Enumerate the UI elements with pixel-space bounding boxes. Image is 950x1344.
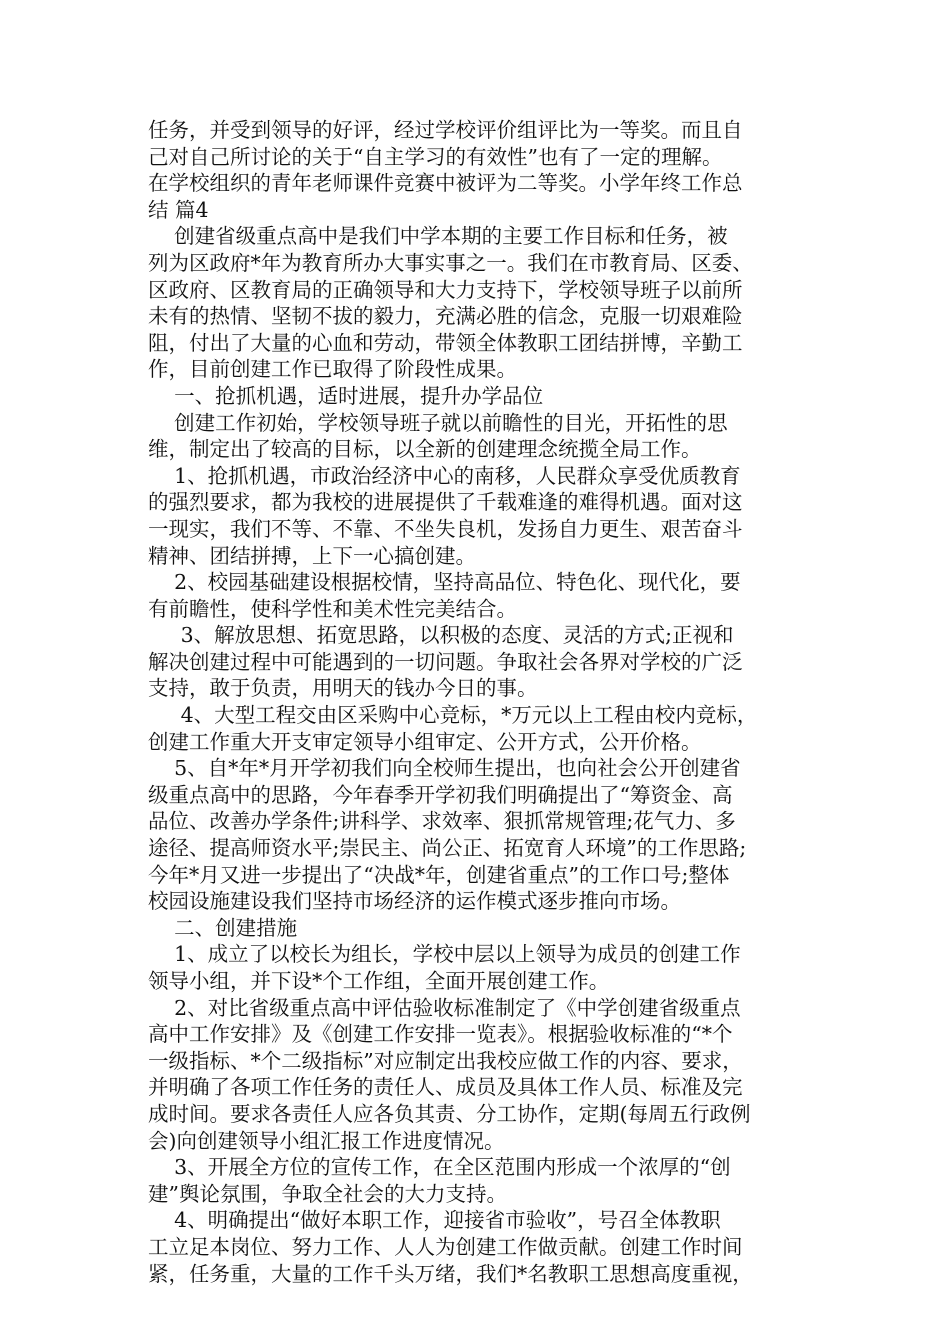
text-line: 解决创建过程中可能遇到的一切问题。争取社会各界对学校的广泛 (148, 649, 743, 674)
text-line: 有前瞻性，使科学性和美术性完美结合。 (148, 596, 517, 621)
text-line: 3、开展全方位的宣传工作，在全区范围内形成一个浓厚的“创 (148, 1155, 731, 1180)
text-line: 一、抢抓机遇，适时进展，提升办学品位 (148, 383, 544, 408)
text-line: 作，目前创建工作已取得了阶段性成果。 (148, 357, 517, 382)
text-line: 阻，付出了大量的心血和劳动，带领全体教职工团结拼博，辛勤工 (148, 330, 743, 355)
text-line: 级重点高中的思路，今年春季开学初我们明确提出了“筹资金、高 (148, 782, 733, 807)
text-line: 任务，并受到领导的好评，经过学校评价组评比为一等奖。而且自 (148, 118, 743, 142)
text-line: 维，制定出了较高的目标，以全新的创建理念统揽全局工作。 (148, 437, 702, 462)
text-line: 精神、团结拼搏，上下一心搞创建。 (148, 543, 476, 568)
text-line: 的强烈要求，都为我校的进展提供了千载难逢的难得机遇。面对这 (148, 490, 743, 515)
text-line: 4、大型工程交由区采购中心竞标，*万元以上工程由校内竞标， (148, 703, 758, 728)
text-line: 工立足本岗位、努力工作、人人为创建工作做贡献。创建工作时间 (148, 1234, 743, 1259)
text-line: 创建工作初始，学校领导班子就以前瞻性的目光，开拓性的思 (148, 410, 728, 435)
text-line: 1、抢抓机遇，市政治经济中心的南移，人民群众享受优质教育 (148, 463, 741, 488)
text-line: 支持，敢于负责，用明天的钱办今日的事。 (148, 676, 538, 701)
text-line: 2、校园基础建设根据校情，坚持高品位、特色化、现代化，要 (148, 570, 741, 595)
document-body-text (148, 117, 812, 1287)
text-line: 5、自*年*月开学初我们向全校师生提出，也向社会公开创建省 (148, 756, 741, 781)
text-line: 一现实，我们不等、不靠、不坐失良机，发扬自力更生、艰苦奋斗 (148, 516, 743, 541)
text-line: 列为区政府*年为教育所办大事实事之一。我们在市教育局、区委、 (148, 250, 753, 275)
text-line: 3、解放思想、拓宽思路，以积极的态度、灵活的方式;正视和 (148, 623, 734, 648)
text-line: 并明确了各项工作任务的责任人、成员及具体工作人员、标准及完 (148, 1075, 743, 1100)
text-line: 途径、提高师资水平;崇民主、尚公正、拓宽育人环境”的工作思路; (148, 836, 747, 861)
text-line: 会)向创建领导小组汇报工作进度情况。 (148, 1128, 505, 1153)
text-line: 紧，任务重，大量的工作千头万绪，我们*名教职工思想高度重视， (148, 1261, 753, 1286)
text-line: 建”舆论氛围，争取全社会的大力支持。 (148, 1181, 507, 1206)
text-line: 领导小组，并下设*个工作组，全面开展创建工作。 (148, 969, 610, 993)
text-line: 结 篇4 (148, 197, 209, 222)
text-line: 创建省级重点高中是我们中学本期的主要工作目标和任务，被 (148, 224, 728, 249)
text-line: 2、对比省级重点高中评估验收标准制定了《中学创建省级重点 (148, 995, 741, 1020)
text-line: 高中工作安排》及《创建工作安排一览表》。根据验收标准的“*个 (148, 1022, 733, 1047)
text-line: 己对自己所讨论的关于“自主学习的有效性”也有了一定的理解。 (148, 144, 723, 169)
text-line: 一级指标、*个二级指标”对应制定出我校应做工作的内容、要求， (148, 1048, 743, 1073)
text-line: 1、成立了以校长为组长，学校中层以上领导为成员的创建工作 (148, 942, 741, 967)
text-line: 区政府、区教育局的正确领导和大力支持下，学校领导班子以前所 (148, 277, 743, 302)
text-line: 创建工作重大开支审定领导小组审定、公开方式，公开价格。 (148, 729, 702, 754)
text-line: 二、创建措施 (148, 915, 298, 940)
text-line: 校园设施建设我们坚持市场经济的运作模式逐步推向市场。 (148, 889, 681, 914)
text-line: 品位、改善办学条件;讲科学、求效率、狠抓常规管理;花气力、多 (148, 809, 736, 834)
text-line: 未有的热情、坚韧不拔的毅力，充满必胜的信念，克服一切艰难险 (148, 304, 743, 329)
text-line: 成时间。要求各责任人应各负其责、分工协作，定期(每周五行政例 (148, 1101, 751, 1126)
text-line: 今年*月又进一步提出了“决战*年，创建省重点”的工作口号;整体 (148, 862, 730, 887)
text-line: 4、明确提出“做好本职工作，迎接省市验收”，号召全体教职 (148, 1208, 721, 1233)
text-line: 在学校组织的青年老师课件竞赛中被评为二等奖。小学年终工作总 (148, 171, 743, 196)
